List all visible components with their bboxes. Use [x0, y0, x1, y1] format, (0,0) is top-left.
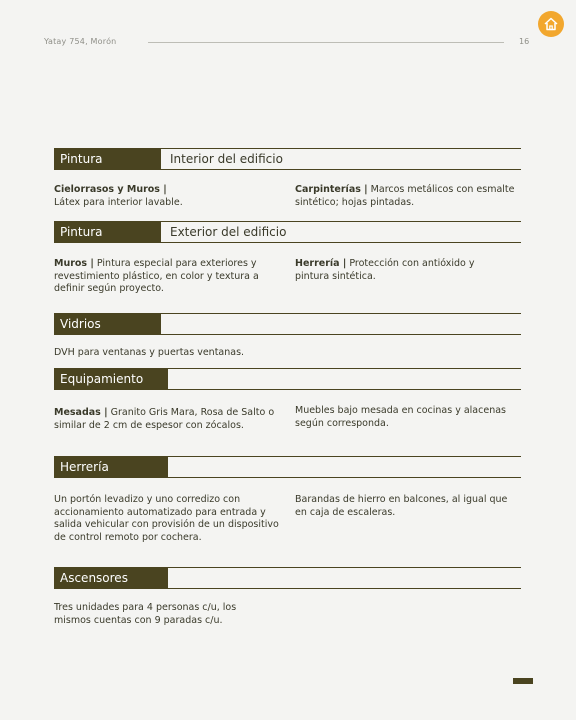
section-header-herreria: [54, 456, 521, 478]
header-divider: [148, 42, 504, 43]
section-topline: [168, 368, 521, 369]
herreria-right: Barandas de hierro en balcones, al igual que en caja de escaleras.: [295, 494, 508, 518]
section-topline: [168, 567, 521, 568]
section-underline: [54, 334, 521, 335]
section-header-pintura-exterior: [54, 221, 521, 243]
item-text: Granito Gris Mara, Rosa de Salto o similar de 2 cm de espesor con zócalos.: [54, 407, 275, 431]
home-icon: [543, 16, 559, 32]
item-text: Protección con antióxido y pintura sintética.: [295, 258, 475, 282]
header-address: Yatay 754, Morón: [44, 37, 117, 46]
section-header-pintura-interior: [54, 148, 521, 170]
section-header-ascensores: [54, 567, 521, 589]
section-topline: [168, 456, 521, 457]
item-label: Cielorrasos y Muros |: [54, 184, 167, 195]
item-label: Herrería |: [295, 258, 347, 269]
ascensores-text: Tres unidades para 4 personas c/u, los mismos cuentas con 9 paradas c/u.: [54, 602, 237, 626]
pintura-interior-right: [295, 184, 520, 209]
section-header-equipamiento: [54, 368, 521, 390]
section-tab: Pintura: [54, 221, 161, 243]
section-tab: Pintura: [54, 148, 161, 170]
section-subtitle: Interior del edificio: [170, 152, 283, 166]
pintura-exterior-right: [295, 258, 490, 283]
section-tab: Equipamiento: [54, 368, 168, 390]
home-button[interactable]: [538, 11, 564, 37]
equipamiento-left: [54, 407, 279, 432]
equipamiento-right: Muebles bajo mesada en cocinas y alacenas según corresponda.: [295, 405, 506, 429]
item-text: Marcos metálicos con esmalte sintético; hojas pintadas.: [295, 184, 515, 208]
pintura-exterior-left: [54, 258, 279, 296]
section-underline: [54, 242, 521, 243]
item-label: Mesadas |: [54, 407, 108, 418]
page-number: 16: [519, 37, 530, 46]
section-underline: [54, 477, 521, 478]
section-underline: [54, 169, 521, 170]
section-header-vidrios: [54, 313, 521, 335]
section-subtitle: Exterior del edificio: [170, 225, 287, 239]
section-underline: [54, 588, 521, 589]
herreria-left: Un portón levadizo y uno corredizo con accionamiento automatizado para entrada y salida vehicular con provisión de un dispositivo de control remoto por cochera.: [54, 494, 279, 543]
item-text: Látex para interior lavable.: [54, 196, 183, 208]
item-label: Muros |: [54, 258, 94, 269]
section-tab: Ascensores: [54, 567, 168, 589]
section-tab: Vidrios: [54, 313, 161, 335]
item-text: Pintura especial para exteriores y revestimiento plástico, en color y textura a definir según proyecto.: [54, 258, 259, 294]
footer-mark: [513, 678, 533, 684]
pintura-interior-left: [54, 184, 279, 209]
vidrios-text: DVH para ventanas y puertas ventanas.: [54, 347, 245, 358]
section-topline: [161, 313, 521, 314]
section-underline: [54, 389, 521, 390]
section-tab: Herrería: [54, 456, 168, 478]
item-label: Carpinterías |: [295, 184, 368, 195]
